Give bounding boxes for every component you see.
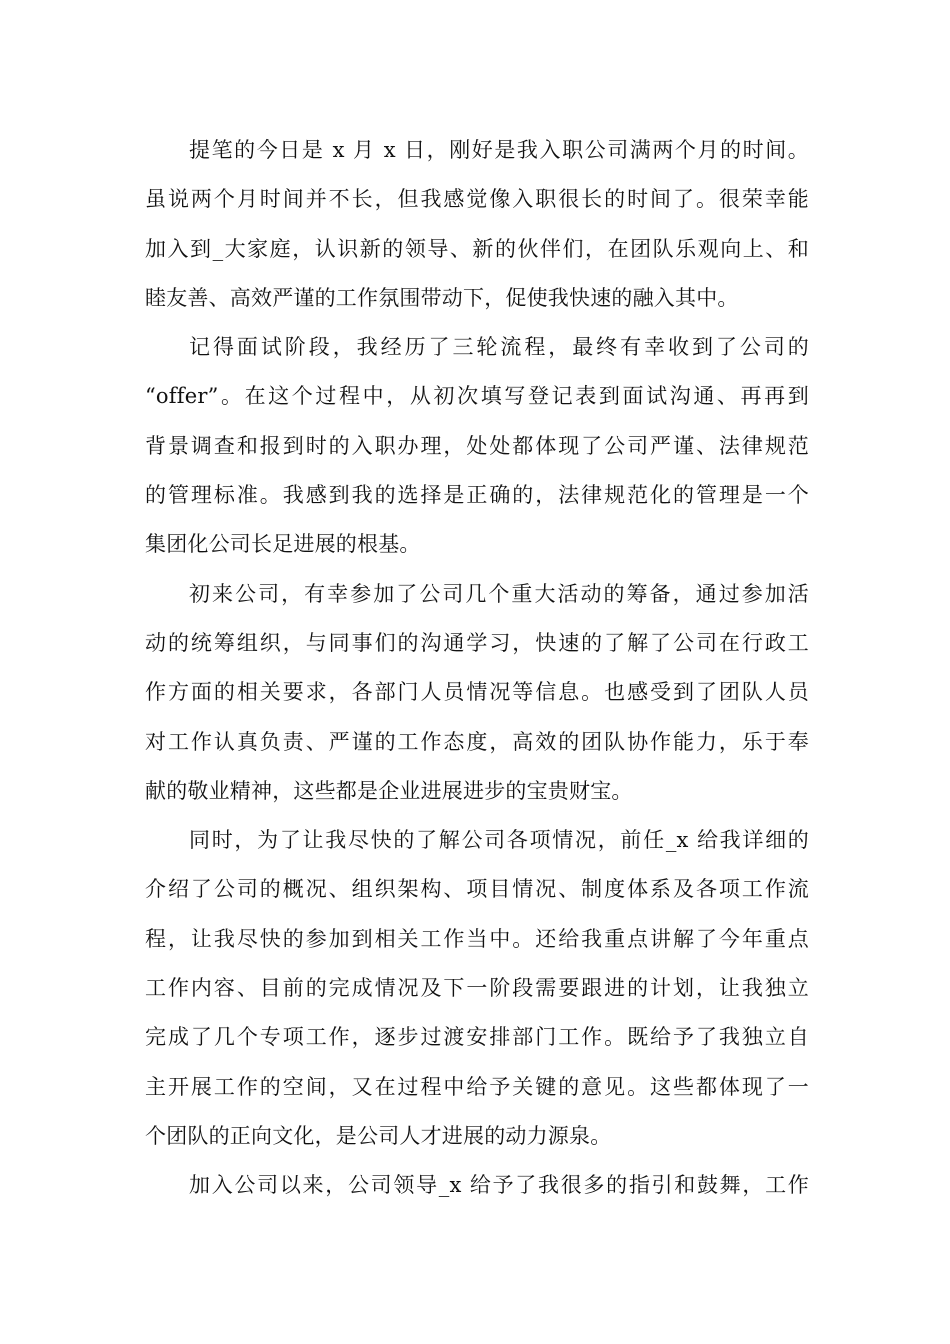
text-line: 介绍了公司的概况、组织架构、项目情况、制度体系及各项工作流 [145, 877, 809, 902]
text-line: 完成了几个专项工作，逐步过渡安排部门工作。既给予了我独立自 [145, 1025, 809, 1050]
text-line: “offer”。在这个过程中，从初次填写登记表到面试沟通、再再到 [145, 384, 809, 409]
text-line: 献的敬业精神，这些都是企业进展进步的宝贵财宝。 [145, 778, 633, 803]
text-line: 的管理标准。我感到我的选择是正确的，法律规范化的管理是一个 [145, 483, 809, 508]
paragraph-4 [145, 816, 809, 1161]
text-line: 背景调查和报到时的入职办理，处处都体现了公司严谨、法律规范 [145, 433, 809, 458]
text-line: 主开展工作的空间，又在过程中给予关键的意见。这些都体现了一 [145, 1074, 809, 1099]
document-body [145, 126, 809, 1211]
text-line: 对工作认真负责、严谨的工作态度，高效的团队协作能力，乐于奉 [145, 729, 809, 754]
text-line: 个团队的正向文化，是公司人才进展的动力源泉。 [145, 1123, 612, 1148]
text-line: 提笔的今日是 x 月 x 日，刚好是我入职公司满两个月的时间。 [189, 138, 809, 162]
text-line: 集团化公司长足进展的根基。 [145, 532, 421, 557]
paragraph-3 [145, 570, 809, 816]
paragraph-2 [145, 323, 809, 569]
text-line: 记得面试阶段，我经历了三轮流程，最终有幸收到了公司的 [189, 335, 809, 360]
text-line: 睦友善、高效严谨的工作氛围带动下，促使我快速的融入其中。 [145, 285, 739, 310]
text-line: 工作内容、目前的完成情况及下一阶段需要跟进的计划，让我独立 [145, 976, 809, 1001]
text-line: 程，让我尽快的参加到相关工作当中。还给我重点讲解了今年重点 [145, 926, 809, 951]
paragraph-1 [145, 126, 809, 323]
text-line: 加入到_大家庭，认识新的领导、新的伙伴们，在团队乐观向上、和 [145, 236, 809, 261]
paragraph-5 [145, 1161, 809, 1210]
text-line: 加入公司以来，公司领导_x 给予了我很多的指引和鼓舞，工作 [189, 1173, 809, 1198]
text-line: 虽说两个月时间并不长，但我感觉像入职很长的时间了。很荣幸能 [145, 187, 809, 212]
text-line: 初来公司，有幸参加了公司几个重大活动的筹备，通过参加活 [189, 581, 809, 606]
text-line: 作方面的相关要求，各部门人员情况等信息。也感受到了团队人员 [145, 680, 809, 705]
text-line: 动的统筹组织，与同事们的沟通学习，快速的了解了公司在行政工 [145, 630, 809, 655]
text-line: 同时，为了让我尽快的了解公司各项情况，前任_x 给我详细的 [189, 828, 809, 853]
